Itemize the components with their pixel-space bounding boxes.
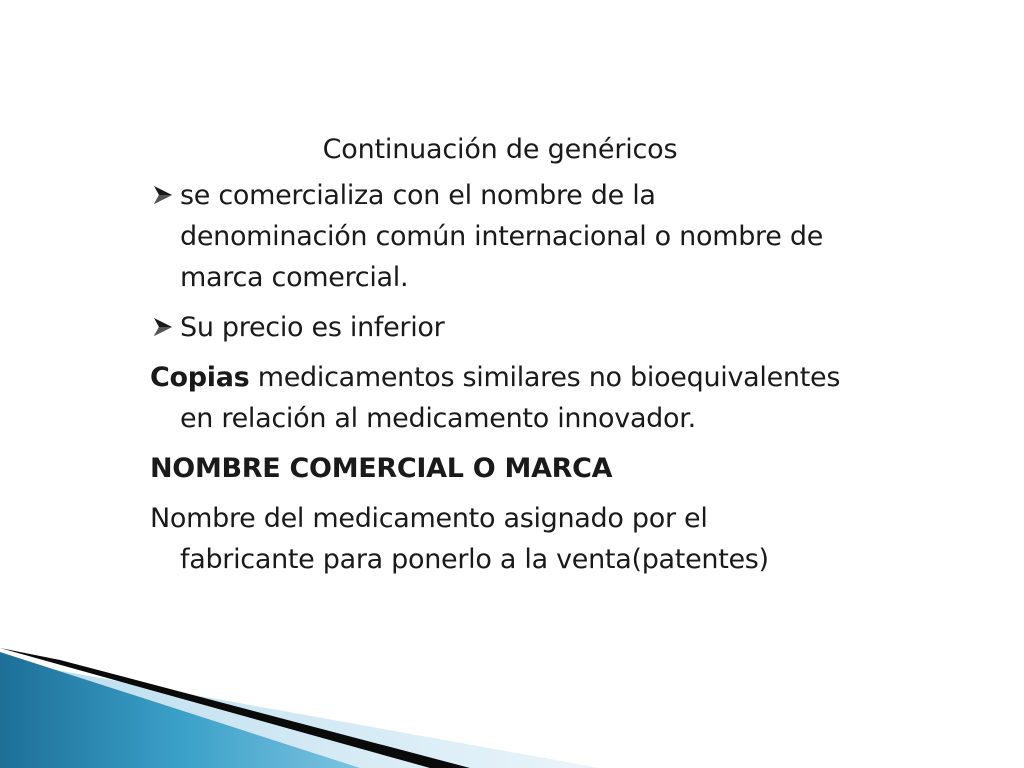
copias-text: medicamentos similares no bioequivalentes en relación al medicamento innovador. — [180, 362, 841, 434]
copias-term: Copias — [150, 362, 250, 393]
light-blue-band — [0, 660, 600, 768]
section-heading: NOMBRE COMERCIAL O MARCA — [150, 453, 613, 484]
dark-band — [0, 648, 470, 768]
bullet-item — [150, 175, 850, 298]
bullet-text: Su precio es inferior — [180, 312, 445, 343]
arrow-bullet-icon — [152, 316, 174, 338]
slide-content — [150, 175, 850, 589]
copias-paragraph — [150, 357, 850, 439]
bullet-text: se comercializa con el nombre de la denominación común internacional o nombre de marca comercial. — [180, 180, 824, 293]
blue-band — [0, 652, 360, 768]
slide-title: Continuación de genéricos — [322, 134, 678, 165]
definition-paragraph: Nombre del medicamento asignado por el fabricante para ponerlo a la venta(patentes) — [150, 503, 769, 575]
bullet-item — [150, 307, 850, 348]
arrow-bullet-icon — [152, 184, 174, 206]
